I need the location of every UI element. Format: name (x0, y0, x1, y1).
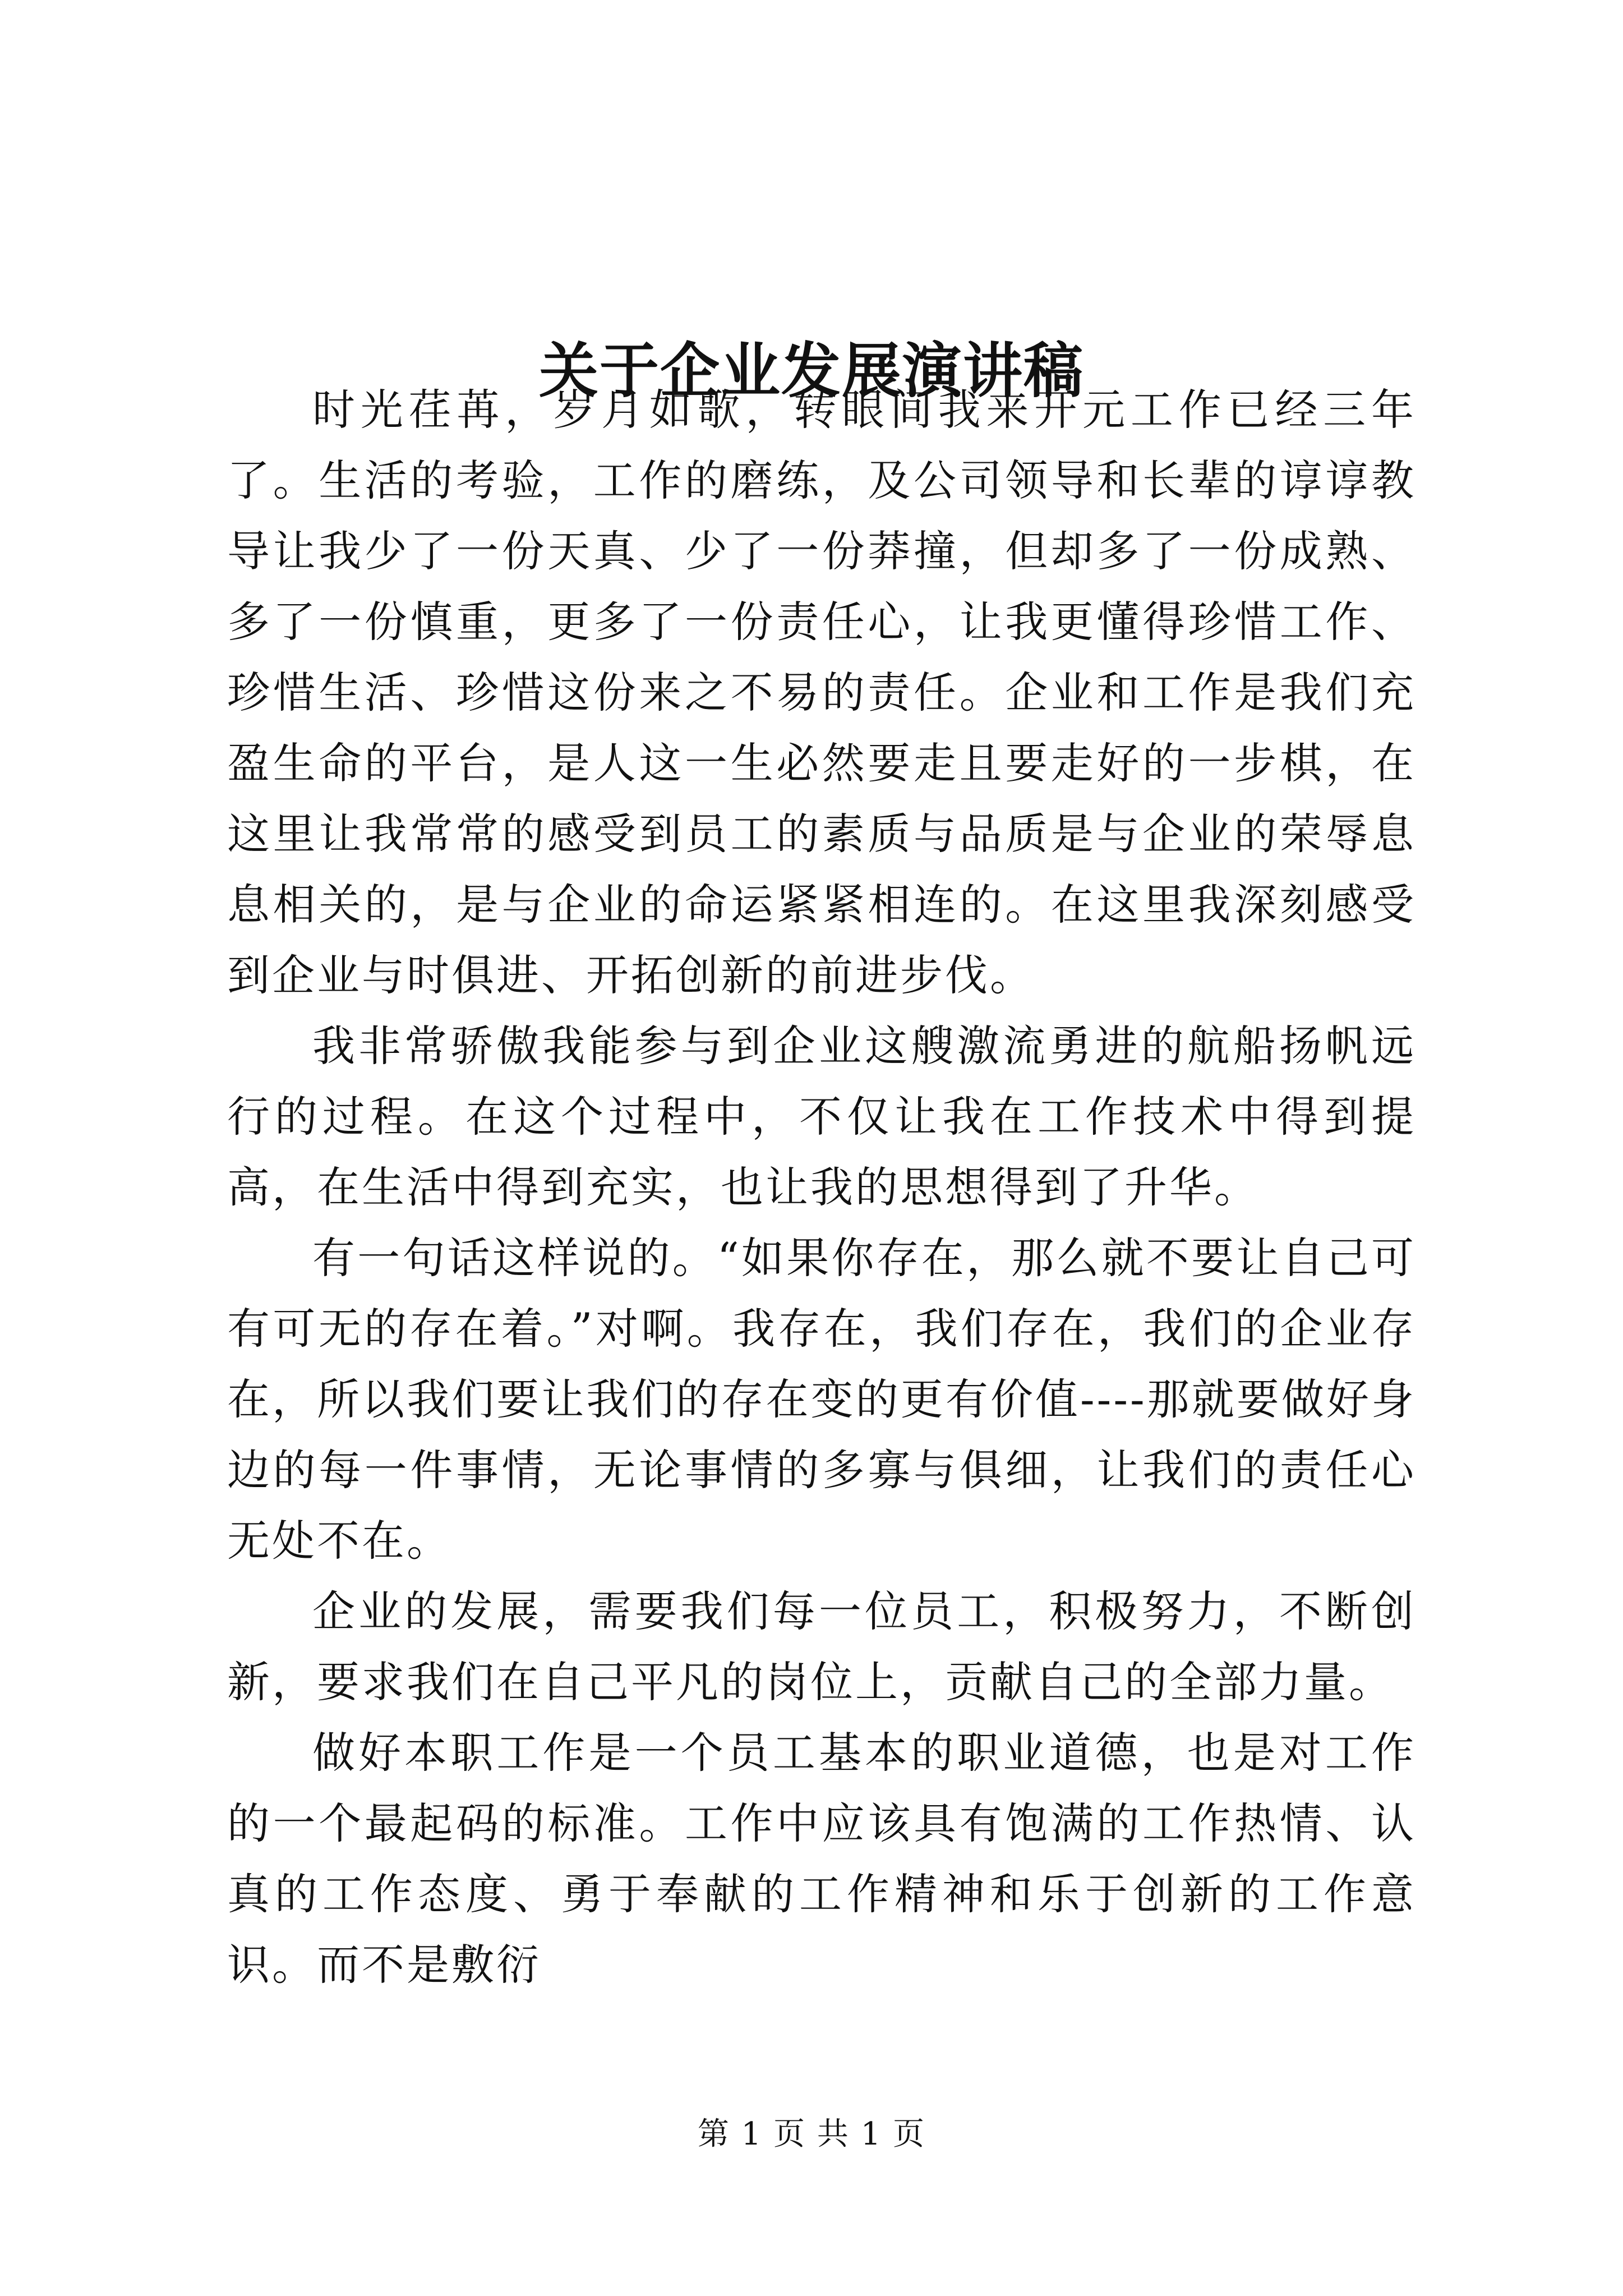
document-body (227, 375, 1416, 2000)
page-footer: 第 1 页 共 1 页 (697, 2116, 926, 2152)
paragraph-2: 我非常骄傲我能参与到企业这艘激流勇进的航船扬帆远行的过程。在这个过程中，不仅让我在工作技术中得到提高，在生活中得到充实，也让我的思想得到了升华。 (227, 1021, 1416, 1212)
paragraph-1: 时光荏苒，岁月如歌，转眼间我来开元工作已经三年了。生活的考验，工作的磨练，及公司领导和长辈的谆谆教导让我少了一份天真、少了一份莽撞，但却多了一份成熟、多了一份慎重，更多了一份责任心，让我更懂得珍惜工作、珍惜生活、珍惜这份来之不易的责任。企业和工作是我们充盈生命的平台，是人这一生必然要走且要走好的一步棋，在这里让我常常的感受到员工的素质与品质是与企业的荣辱息息相关的，是与企业的命运紧紧相连的。在这里我深刻感受到企业与时俱进、开拓创新的前进步伐。 (227, 385, 1416, 1000)
paragraph-3: 有一句话这样说的。“如果你存在，那么就不要让自己可有可无的存在着。”对啊。我存在，我们存在，我们的企业存在，所以我们要让我们的存在变的更有价值----那就要做好身边的每一件事情，无论事情的多寡与俱细，让我们的责任心无处不在。 (227, 1233, 1416, 1566)
paragraph-4: 企业的发展，需要我们每一位员工，积极努力，不断创新，要求我们在自己平凡的岗位上，贡献自己的全部力量。 (227, 1586, 1416, 1707)
document-title: 关于企业发展演讲稿 (539, 335, 1084, 406)
paragraph-5: 做好本职工作是一个员工基本的职业道德，也是对工作的一个最起码的标准。工作中应该具有饱满的工作热情、认真的工作态度、勇于奉献的工作精神和乐于创新的工作意识。而不是敷衍 (227, 1728, 1416, 1990)
